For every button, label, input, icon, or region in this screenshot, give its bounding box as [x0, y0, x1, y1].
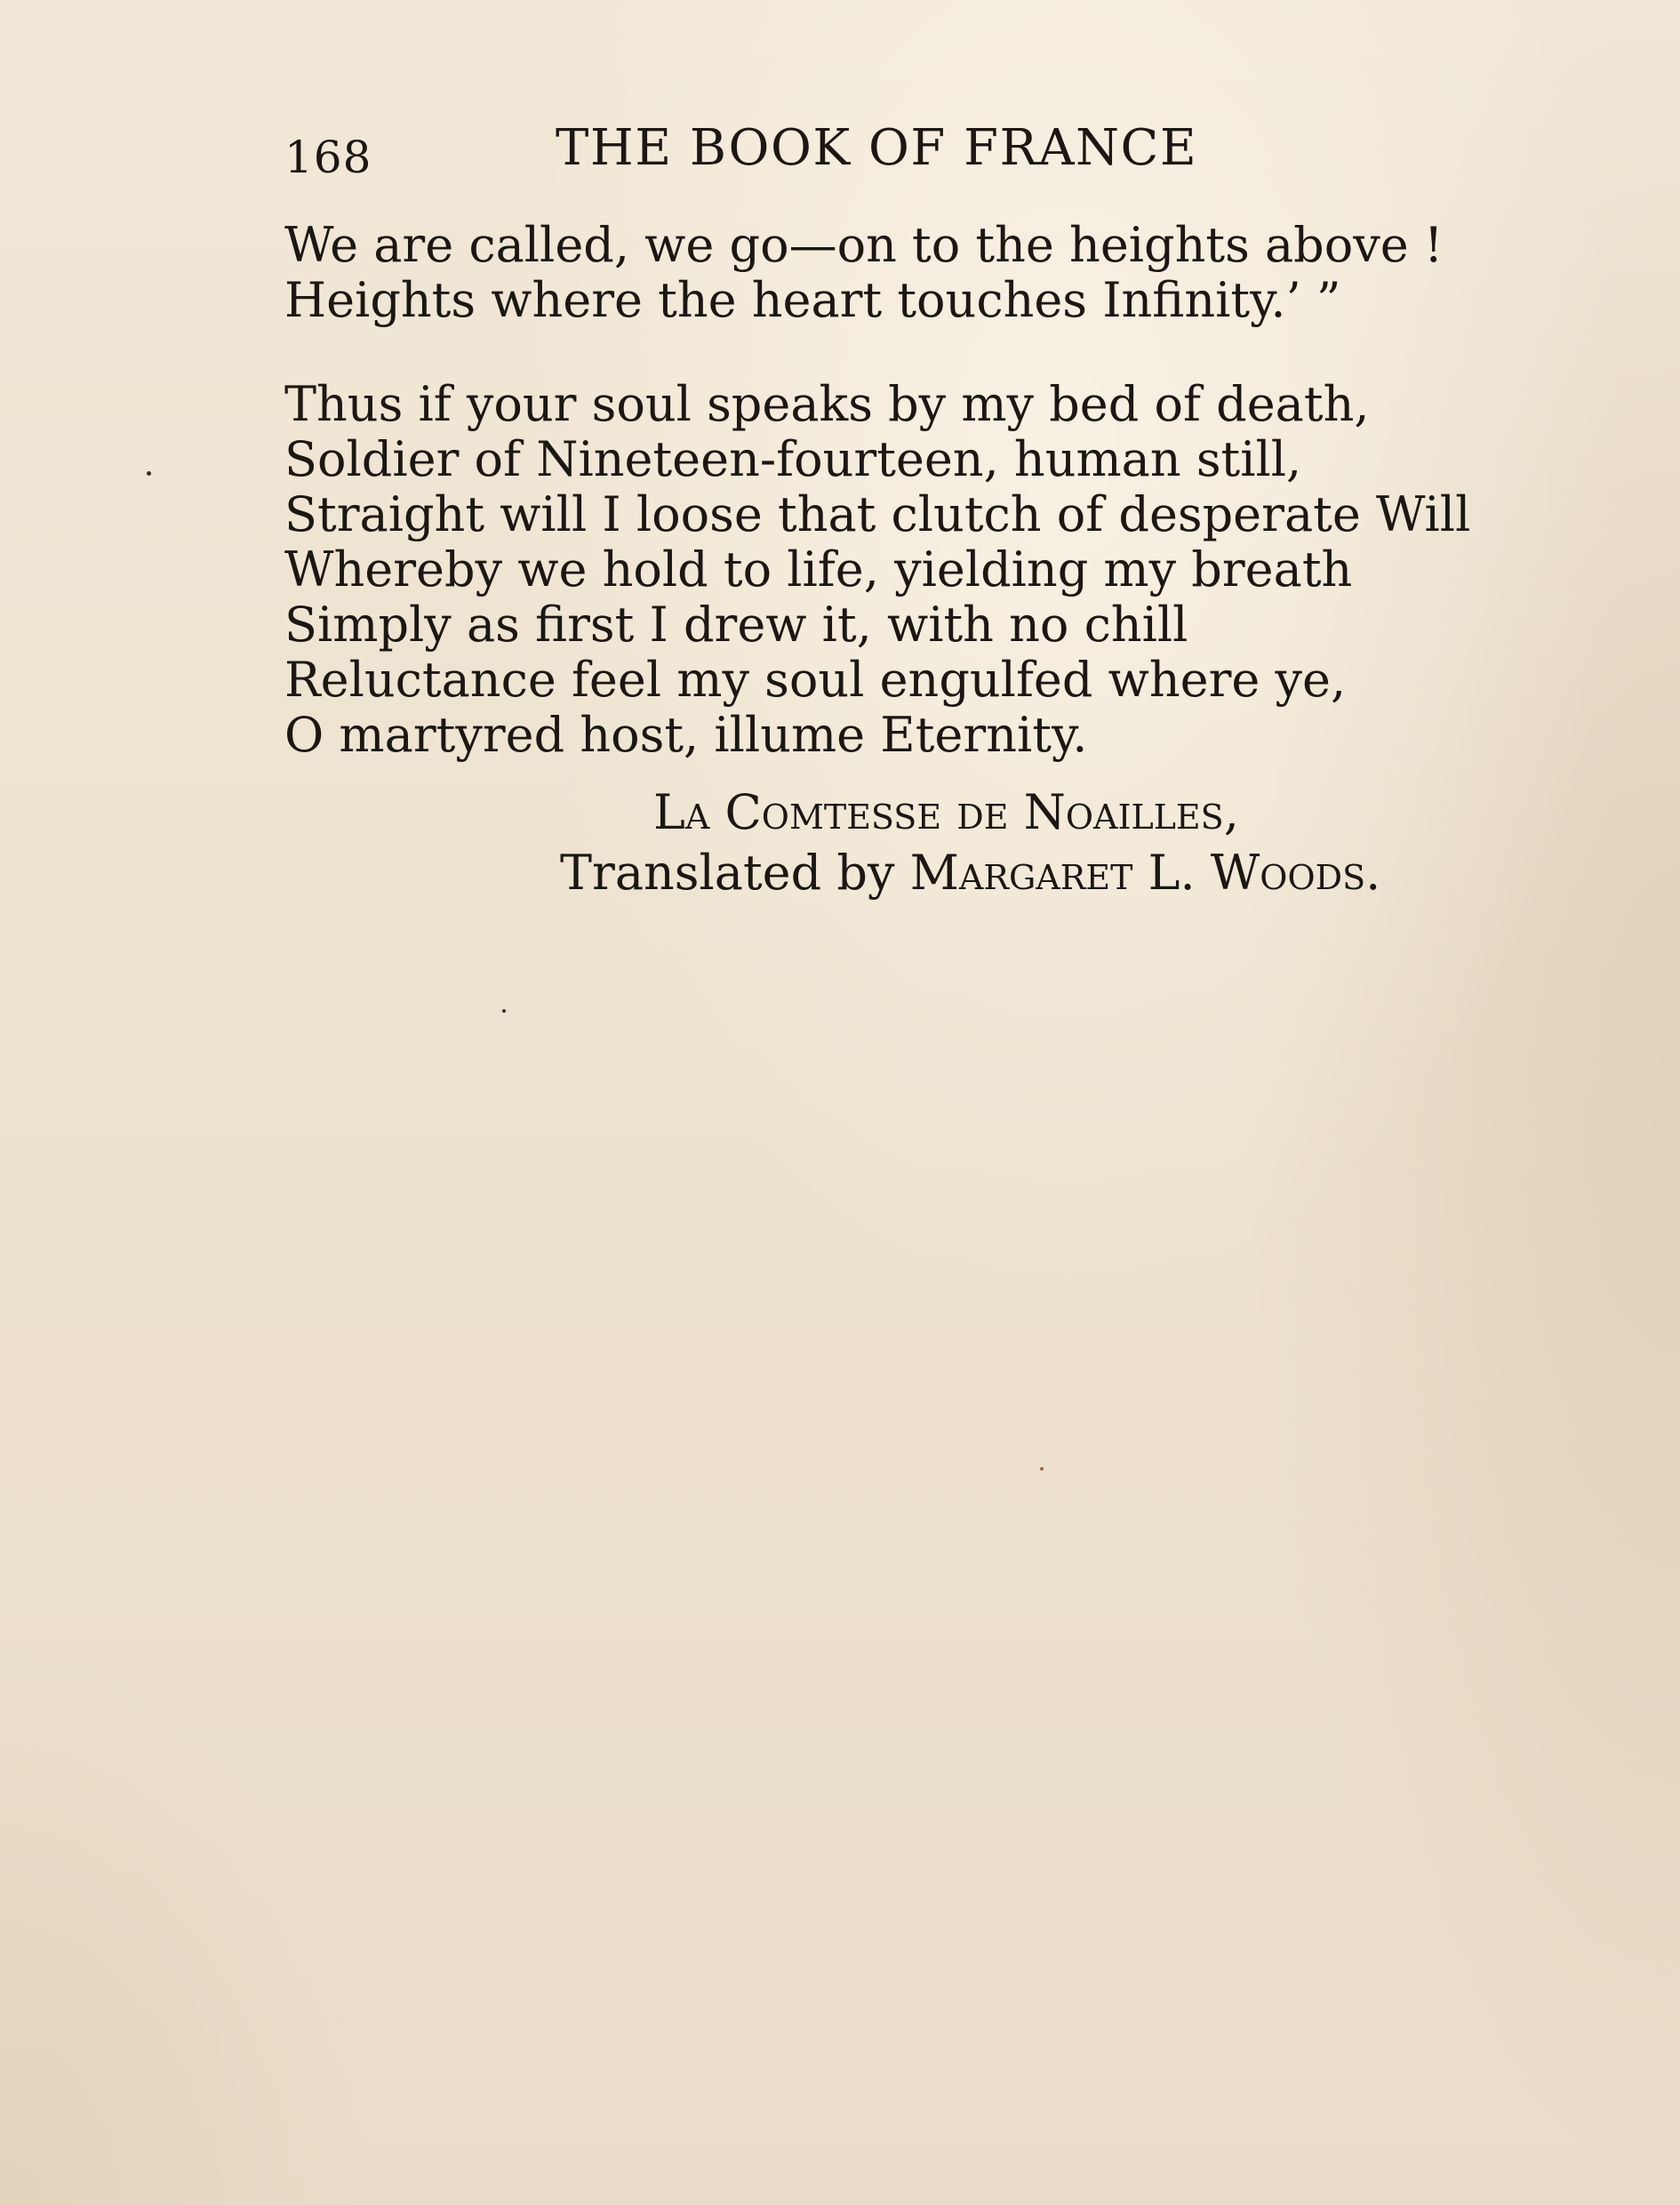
poem-stanza-1: [284, 217, 1444, 328]
paper-speck: [502, 1009, 506, 1013]
verse-line: Straight will I loose that clutch of desperate Will: [284, 486, 1471, 542]
page-header: [284, 117, 1244, 183]
translator-name: Margaret L. Woods.: [909, 845, 1381, 901]
verse-line: Whereby we hold to life, yielding my breath: [284, 541, 1353, 597]
author-name: La Comtesse de Noailles,: [653, 784, 1239, 840]
translator-prefix: Translated by: [560, 845, 910, 901]
verse-line: Reluctance feel my soul engulfed where ye,: [284, 652, 1347, 708]
paper-speck: [147, 471, 151, 476]
running-title: THE BOOK OF FRANCE: [556, 119, 1198, 177]
translator-credit: [560, 845, 1380, 902]
verse-line: Simply as first I drew it, with no chill: [284, 597, 1188, 653]
poem-stanza-2: [284, 376, 1471, 763]
verse-line: O martyred host, illume Eternity.: [284, 707, 1088, 763]
verse-line: We are called, we go—on to the heights above !: [284, 217, 1444, 273]
verse-line: Soldier of Nineteen-fourteen, human still,: [284, 431, 1302, 487]
verse-line: Heights where the heart touches Infinity.’ ”: [284, 272, 1341, 328]
page-number: 168: [284, 132, 372, 183]
verse-line: Thus if your soul speaks by my bed of death,: [284, 376, 1370, 432]
paper-speck: [1040, 1467, 1044, 1471]
